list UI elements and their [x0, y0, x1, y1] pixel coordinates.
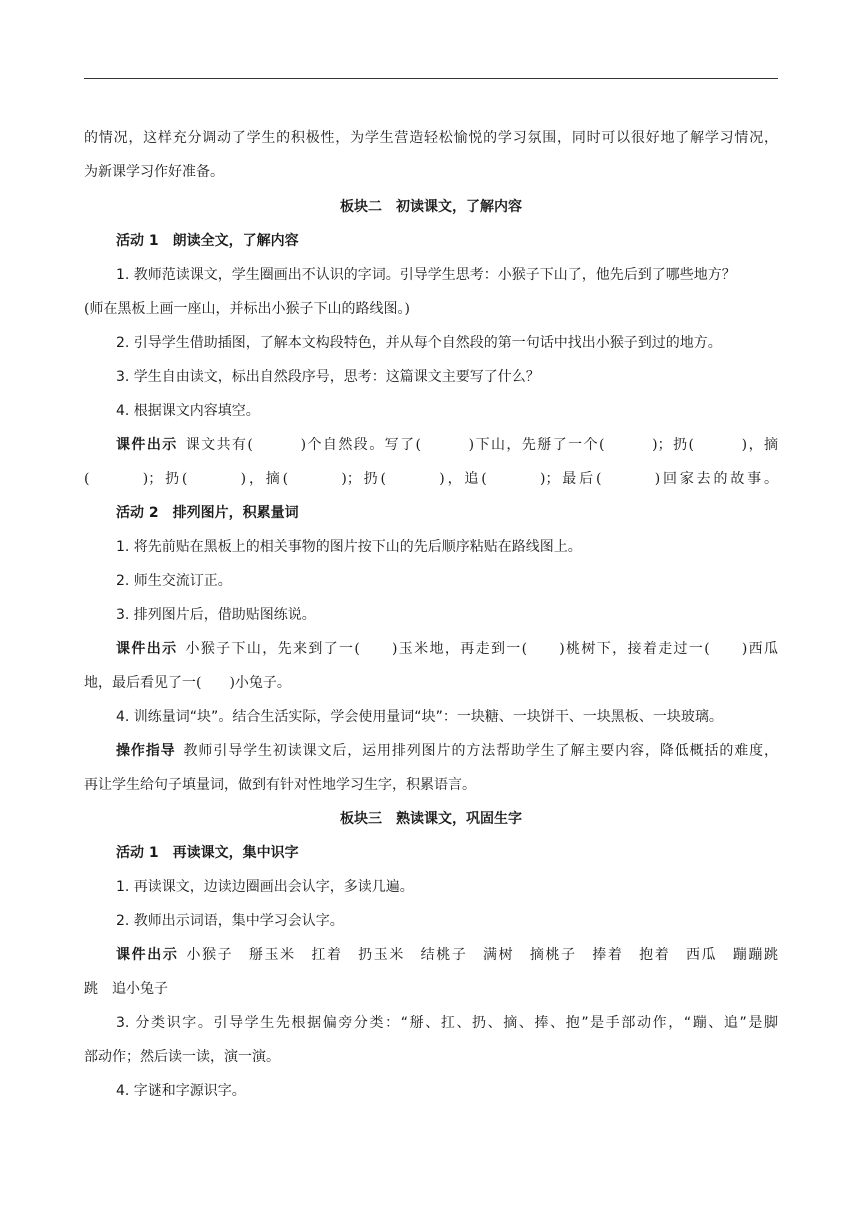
activity-heading: 活动 1 朗读全文，了解内容 — [116, 233, 299, 249]
operation-guide — [116, 741, 778, 761]
activity-heading: 活动 2 排列图片，积累量词 — [116, 505, 299, 521]
courseware-label: 课件出示 — [116, 437, 178, 453]
paragraph-line: 4. 训练量词“块”。结合生活实际，学会使用量词“块”：一块糖、一块饼干、一块黑板、一块玻璃。 — [116, 709, 723, 725]
paragraph-line: 2. 师生交流订正。 — [116, 573, 232, 589]
paragraph-line: ( )；扔( )，摘( )；扔( )，追( )；最后( )回家去的故事。 — [84, 471, 778, 487]
paragraph-line: 3. 学生自由读文，标出自然段序号，思考：这篇课文主要写了什么？ — [116, 369, 540, 385]
paragraph-line: 1. 将先前贴在黑板上的相关事物的图片按下山的先后顺序粘贴在路线图上。 — [116, 539, 582, 555]
courseware-block — [116, 639, 778, 659]
courseware-text: 小猴子 掰玉米 扛着 扔玉米 结桃子 满树 摘桃子 捧着 抱着 西瓜 蹦蹦跳 — [186, 947, 779, 963]
paragraph-line: 的情况，这样充分调动了学生的积极性，为学生营造轻松愉悦的学习氛围，同时可以很好地了解学习情况， — [84, 130, 778, 146]
paragraph-line: 3. 分类识字。引导学生先根据偏旁分类：“掰、扛、扔、摘、捧、抱”是手部动作，“蹦、追”是脚 — [116, 1015, 778, 1031]
courseware-block — [116, 435, 778, 455]
paragraph-line: 为新课学习作好准备。 — [84, 164, 224, 180]
guide-text: 教师引导学生初读课文后，运用排列图片的方法帮助学生了解主要内容，降低概括的难度， — [183, 743, 779, 759]
paragraph-line: 3. 排列图片后，借助贴图练说。 — [116, 607, 316, 623]
paragraph-line: 2. 引导学生借助插图，了解本文构段特色，并从每个自然段的第一句话中找出小猴子到过的地方。 — [116, 335, 722, 351]
section-title: 板块二 初读课文，了解内容 — [340, 199, 522, 215]
paragraph-line: 跳 追小兔子 — [84, 981, 168, 997]
paragraph-line: 1. 教师范读课文，学生圈画出不认识的字词。引导学生思考：小猴子下山了，他先后到了哪些地方？ — [116, 267, 736, 283]
section-title: 板块三 熟读课文，巩固生字 — [340, 811, 522, 827]
courseware-text: 小猴子下山，先来到了一( )玉米地，再走到一( )桃树下，接着走过一( )西瓜 — [185, 641, 778, 657]
courseware-label: 课件出示 — [116, 947, 179, 963]
header-rule — [84, 78, 778, 79]
paragraph-line: 4. 根据课文内容填空。 — [116, 403, 260, 419]
courseware-text: 课文共有( )个自然段。写了( )下山，先掰了一个( )；扔( )，摘 — [185, 437, 778, 453]
paragraph-line: 部动作；然后读一读，演一演。 — [84, 1049, 280, 1065]
paragraph-line: 4. 字谜和字源识字。 — [116, 1083, 246, 1099]
paragraph-line: (师在黑板上画一座山，并标出小猴子下山的路线图。) — [84, 301, 410, 317]
paragraph-line: 1. 再读课文，边读边圈画出会认字，多读几遍。 — [116, 879, 414, 895]
guide-label: 操作指导 — [116, 743, 176, 759]
courseware-label: 课件出示 — [116, 641, 178, 657]
paragraph-line: 再让学生给句子填量词，做到有针对性地学习生字，积累语言。 — [84, 777, 476, 793]
courseware-block — [116, 945, 778, 965]
paragraph-line: 地，最后看见了一( )小兔子。 — [84, 675, 291, 691]
activity-heading: 活动 1 再读课文，集中识字 — [116, 845, 299, 861]
paragraph-line: 2. 教师出示词语，集中学习会认字。 — [116, 913, 344, 929]
